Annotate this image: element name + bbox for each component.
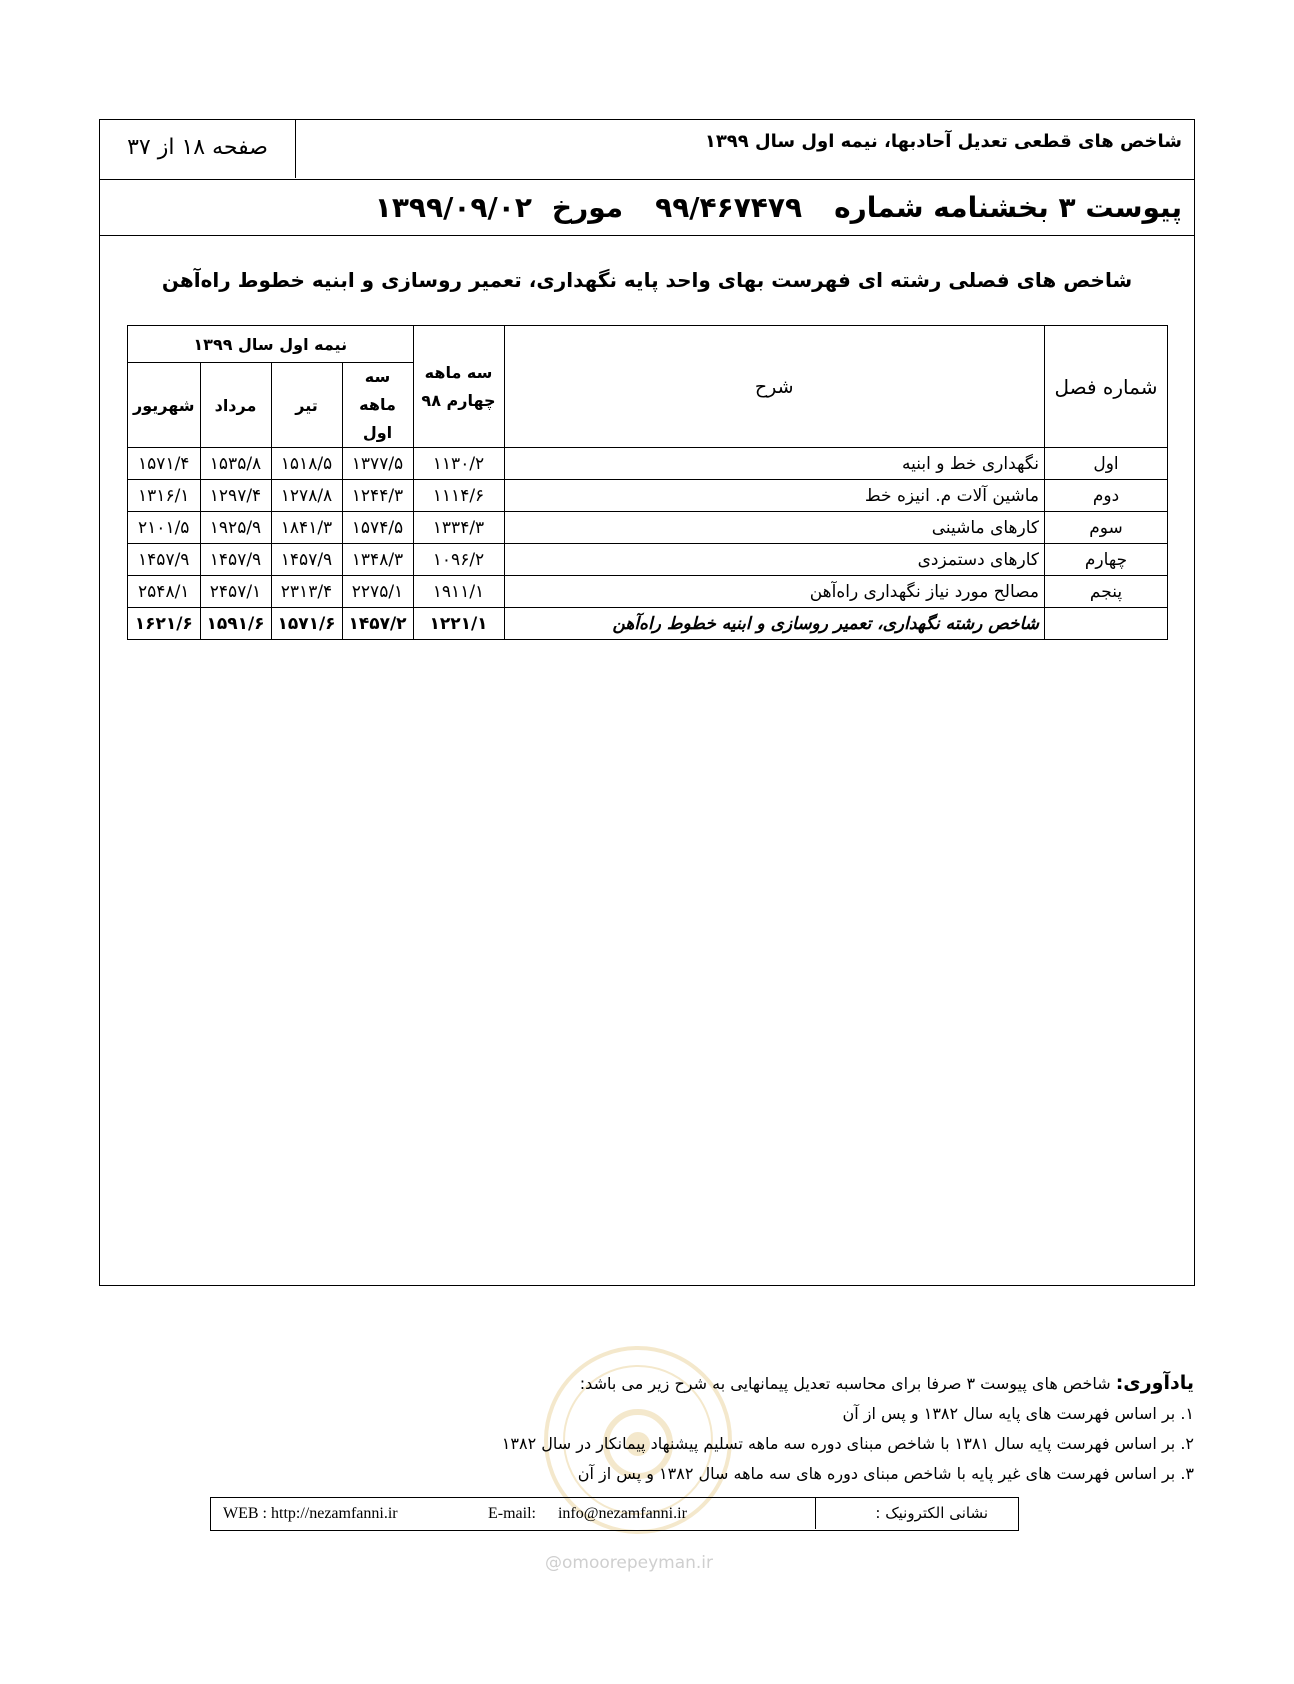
tir-cell: ۱۲۷۸/۸ bbox=[271, 480, 342, 512]
q4-98-cell: ۱۱۱۴/۶ bbox=[413, 480, 504, 512]
circular-prefix: پیوست ۳ بخشنامه شماره bbox=[834, 191, 1182, 224]
mordad-cell: ۱۵۳۵/۸ bbox=[200, 448, 271, 480]
col-mordad-header: مرداد bbox=[200, 363, 271, 448]
reminder-intro-line bbox=[94, 1368, 1194, 1399]
desc-cell: مصالح مورد نیاز نگهداری راه‌آهن bbox=[504, 576, 1045, 608]
total-tir-cell: ۱۵۷۱/۶ bbox=[271, 608, 342, 640]
desc-cell: کارهای ماشینی bbox=[504, 512, 1045, 544]
q4-98-cell: ۱۱۳۰/۲ bbox=[413, 448, 504, 480]
index-table bbox=[127, 325, 1168, 640]
reminder-label: یادآوری: bbox=[1115, 1372, 1194, 1394]
q4-98-cell: ۱۹۱۱/۱ bbox=[413, 576, 504, 608]
table-row bbox=[128, 448, 1168, 480]
chapter-cell bbox=[1045, 608, 1168, 640]
total-shahrivar-cell: ۱۶۲۱/۶ bbox=[128, 608, 201, 640]
q1-cell: ۱۳۷۷/۵ bbox=[342, 448, 413, 480]
shahrivar-cell: ۱۳۱۶/۱ bbox=[128, 480, 201, 512]
q4-98-cell: ۱۳۳۴/۳ bbox=[413, 512, 504, 544]
table-row bbox=[128, 512, 1168, 544]
mordad-cell: ۱۲۹۷/۴ bbox=[200, 480, 271, 512]
watermark: @omoorepeyman.ir bbox=[545, 1553, 714, 1573]
tir-cell: ۱۵۱۸/۵ bbox=[271, 448, 342, 480]
document-frame bbox=[99, 119, 1195, 1286]
half-year-header: نیمه اول سال ۱۳۹۹ bbox=[128, 326, 414, 363]
chapter-cell: اول bbox=[1045, 448, 1168, 480]
tir-cell: ۱۸۴۱/۳ bbox=[271, 512, 342, 544]
q1-cell: ۱۲۴۴/۳ bbox=[342, 480, 413, 512]
table-row bbox=[128, 576, 1168, 608]
circular-number: ۹۹/۴۶۷۴۷۹ bbox=[655, 191, 803, 224]
shahrivar-cell: ۱۵۷۱/۴ bbox=[128, 448, 201, 480]
q4-98-cell: ۱۰۹۶/۲ bbox=[413, 544, 504, 576]
reminder-section bbox=[94, 1368, 1194, 1489]
col-desc-header: شرح bbox=[504, 326, 1045, 448]
footer-label: نشانی الکترونیک : bbox=[815, 1498, 1018, 1529]
footer-web: WEB : http://nezamfanni.ir bbox=[223, 1505, 398, 1522]
footer-contact-box bbox=[210, 1497, 1019, 1531]
footer-email-label: E-mail: bbox=[488, 1505, 536, 1522]
reminder-item: ۱. بر اساس فهرست های پایه سال ۱۳۸۲ و پس از آن bbox=[842, 1404, 1194, 1423]
total-q1-cell: ۱۴۵۷/۲ bbox=[342, 608, 413, 640]
q1-cell: ۱۳۴۸/۳ bbox=[342, 544, 413, 576]
page-number: صفحه ۱۸ از ۳۷ bbox=[100, 120, 296, 178]
q1-cell: ۱۵۷۴/۵ bbox=[342, 512, 413, 544]
tir-cell: ۱۴۵۷/۹ bbox=[271, 544, 342, 576]
circular-row bbox=[100, 180, 1194, 236]
circular-heading bbox=[375, 180, 1182, 236]
desc-cell: ماشین آلات م. انیزه خط bbox=[504, 480, 1045, 512]
tir-cell: ۲۳۱۳/۴ bbox=[271, 576, 342, 608]
total-desc-cell: شاخص رشته نگهداری، تعمیر روسازی و ابنیه خطوط راه‌آهن bbox=[504, 608, 1045, 640]
col-chapter-header: شماره فصل bbox=[1045, 326, 1168, 448]
shahrivar-cell: ۲۵۴۸/۱ bbox=[128, 576, 201, 608]
col-q1-header: سه ماهه اول bbox=[342, 363, 413, 448]
circular-date-label: مورخ bbox=[551, 191, 624, 224]
desc-cell: نگهداری خط و ابنیه bbox=[504, 448, 1045, 480]
reminder-intro: شاخص های پیوست ۳ صرفا برای محاسبه تعدیل پیمانهایی به شرح زیر می باشد: bbox=[579, 1374, 1111, 1393]
total-q4-98-cell: ۱۲۲۱/۱ bbox=[413, 608, 504, 640]
shahrivar-cell: ۲۱۰۱/۵ bbox=[128, 512, 201, 544]
circular-date: ۱۳۹۹/۰۹/۰۲ bbox=[374, 191, 532, 224]
chapter-cell: سوم bbox=[1045, 512, 1168, 544]
mordad-cell: ۱۹۲۵/۹ bbox=[200, 512, 271, 544]
table-row bbox=[128, 480, 1168, 512]
table-row bbox=[128, 544, 1168, 576]
header-row bbox=[100, 120, 1194, 180]
footer-email: info@nezamfanni.ir bbox=[557, 1505, 687, 1522]
chapter-cell: پنجم bbox=[1045, 576, 1168, 608]
col-tir-header: تیر bbox=[271, 363, 342, 448]
footer-email-block bbox=[488, 1498, 687, 1529]
desc-cell: کارهای دستمزدی bbox=[504, 544, 1045, 576]
chapter-cell: دوم bbox=[1045, 480, 1168, 512]
document-title: شاخص های قطعی تعدیل آحادبها، نیمه اول سال ۱۳۹۹ bbox=[704, 131, 1182, 152]
reminder-item: ۳. بر اساس فهرست های غیر پایه با شاخص مبنای دوره های سه ماهه سال ۱۳۸۲ و پس از آن bbox=[577, 1464, 1194, 1483]
total-mordad-cell: ۱۵۹۱/۶ bbox=[200, 608, 271, 640]
mordad-cell: ۱۴۵۷/۹ bbox=[200, 544, 271, 576]
total-row bbox=[128, 608, 1168, 640]
q1-cell: ۲۲۷۵/۱ bbox=[342, 576, 413, 608]
shahrivar-cell: ۱۴۵۷/۹ bbox=[128, 544, 201, 576]
reminder-item: ۲. بر اساس فهرست پایه سال ۱۳۸۱ با شاخص مبنای دوره سه ماهه تسلیم پیشنهاد پیمانکار در سال ۱۳۸۲ bbox=[501, 1434, 1194, 1453]
col-q4-98-header: سه ماهه چهارم ۹۸ bbox=[413, 326, 504, 448]
col-shahrivar-header: شهریور bbox=[128, 363, 201, 448]
section-title: شاخص های فصلی رشته ای فهرست بهای واحد پایه نگهداری، تعمیر روسازی و ابنیه خطوط راه‌آهن bbox=[161, 268, 1133, 292]
chapter-cell: چهارم bbox=[1045, 544, 1168, 576]
mordad-cell: ۲۴۵۷/۱ bbox=[200, 576, 271, 608]
